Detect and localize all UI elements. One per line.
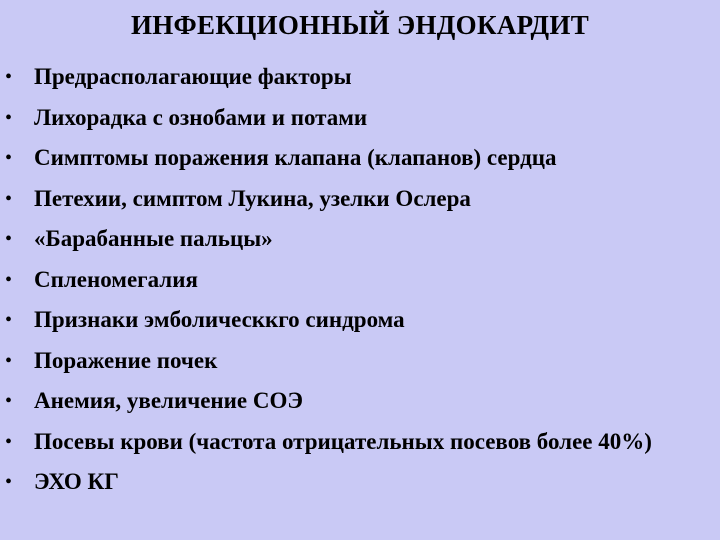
list-item — [0, 467, 720, 497]
bullet-icon: • — [5, 147, 13, 169]
list-item-text: Петехии, симптом Лукина, узелки Ослера — [34, 185, 471, 211]
list-item — [0, 346, 720, 376]
bullet-icon: • — [5, 228, 13, 250]
list-item — [0, 427, 720, 457]
bullet-icon: • — [5, 187, 13, 210]
bullet-icon: • — [5, 430, 13, 453]
bullet-icon: • — [5, 390, 13, 412]
list-item — [0, 386, 720, 416]
list-item — [0, 184, 720, 214]
list-item-text: Признаки эмболическкго синдрома — [34, 307, 405, 332]
list-item — [0, 224, 720, 254]
bullet-list — [0, 62, 720, 497]
bullet-icon: • — [5, 309, 13, 331]
list-item — [0, 143, 720, 173]
list-item — [0, 265, 720, 295]
bullet-icon: • — [5, 106, 13, 129]
list-item-text: «Барабанные пальцы» — [34, 226, 273, 251]
list-item — [0, 305, 720, 335]
list-item — [0, 103, 720, 133]
bullet-icon: • — [5, 268, 13, 291]
list-item-text: Посевы крови (частота отрицательных посевов более 40%) — [34, 428, 652, 454]
slide-title: ИНФЕКЦИОННЫЙ ЭНДОКАРДИТ — [130, 10, 590, 40]
list-item-text: Предрасполагающие факторы — [34, 64, 352, 89]
list-item-text: Анемия, увеличение СОЭ — [34, 388, 303, 413]
list-item-text: Лихорадка с ознобами и потами — [34, 104, 368, 130]
list-item-text: Симптомы поражения клапана (клапанов) сердца — [34, 145, 557, 170]
bullet-icon: • — [5, 471, 13, 493]
bullet-icon: • — [5, 66, 13, 88]
list-item-text: ЭХО КГ — [34, 469, 119, 494]
bullet-icon: • — [5, 349, 13, 372]
list-item-text: Спленомегалия — [34, 266, 198, 292]
list-item-text: Поражение почек — [34, 347, 218, 373]
list-item — [0, 62, 720, 92]
